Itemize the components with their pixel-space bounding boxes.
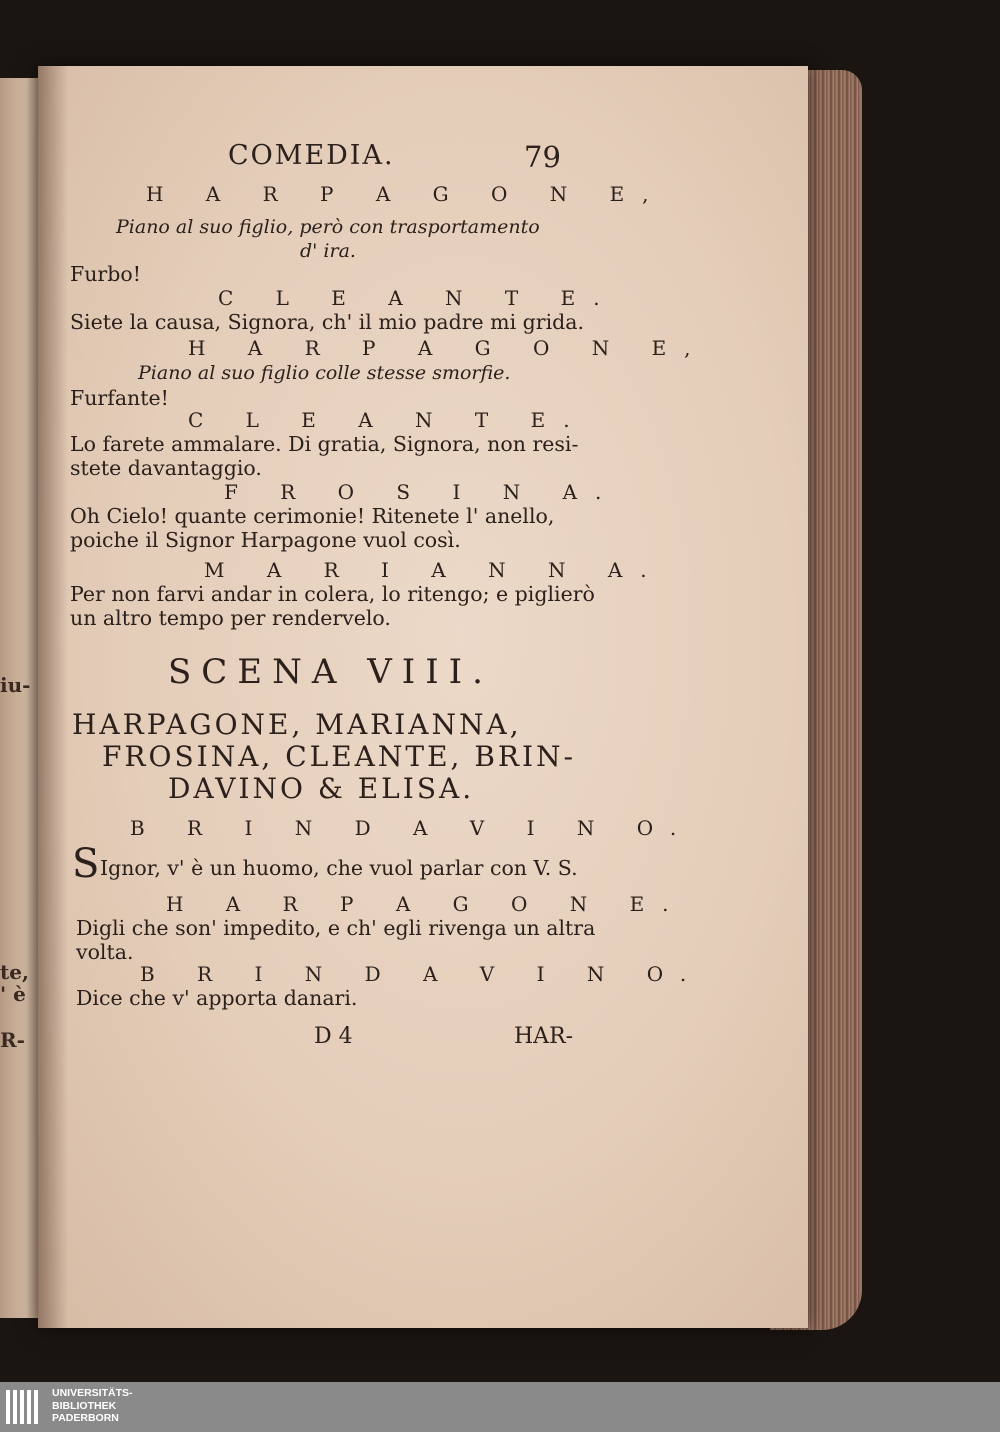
running-head: COMEDIA.	[228, 140, 395, 171]
dialogue-line: Oh Cielo! quante cerimonie! Ritenete l' anello,	[70, 504, 555, 528]
cast-list-line: FROSINA, CLEANTE, BRIN-	[102, 740, 577, 773]
speaker-cleante: C L E A N T E.	[188, 408, 588, 432]
signature-mark: D 4	[314, 1024, 353, 1049]
dialogue-line: poiche il Signor Harpagone vuol così.	[70, 528, 461, 552]
dialogue-line: Lo farete ammalare. Di gratia, Signora, non resi-	[70, 432, 579, 456]
left-fragment: R-	[0, 1028, 25, 1052]
left-fragment: te,	[0, 960, 29, 984]
page-number: 79	[524, 140, 561, 174]
scene-heading: SCENA VIII.	[168, 652, 493, 692]
stage-direction: d' ira.	[300, 240, 356, 262]
cast-list-line: HARPAGONE, MARIANNA,	[72, 708, 522, 741]
speaker-brindavino: B R I N D A V I N O.	[140, 962, 705, 986]
left-fragment: iu-	[0, 673, 31, 697]
dialogue-line: Dice che v' apporta danari.	[76, 986, 358, 1010]
dialogue-line: Digli che son' impedito, e ch' egli rivenga un altra	[76, 916, 596, 940]
speaker-harpagone: H A R P A G O N E,	[146, 182, 667, 206]
speaker-harpagone: H A R P A G O N E.	[166, 892, 687, 916]
speaker-frosina: F R O S I N A.	[224, 480, 620, 504]
library-logo-icon	[6, 1390, 44, 1424]
page-gutter-shadow	[38, 66, 68, 1328]
cast-list-line: DAVINO & ELISA.	[168, 772, 475, 805]
library-name-line: UNIVERSITÄTS-	[52, 1387, 133, 1399]
library-name-line: PADERBORN	[52, 1412, 119, 1424]
dialogue-line: Furbo!	[70, 262, 141, 286]
dialogue-line: stete davantaggio.	[70, 456, 262, 480]
dialogue-line: volta.	[76, 940, 134, 964]
stage-direction: Piano al suo figlio colle stesse smorfie.	[138, 362, 511, 384]
library-name	[52, 1387, 133, 1425]
speaker-brindavino: B R I N D A V I N O.	[130, 816, 695, 840]
speaker-cleante: C L E A N T E.	[218, 286, 618, 310]
left-fragment: ' è	[0, 982, 26, 1006]
dialogue-line: un altro tempo per rendervelo.	[70, 606, 391, 630]
drop-cap: S	[72, 841, 100, 887]
book-page	[38, 66, 808, 1328]
dialogue-line: Furfante!	[70, 386, 169, 410]
dialogue-line: Siete la causa, Signora, ch' il mio padre mi grida.	[70, 310, 585, 334]
stage-direction: Piano al suo figlio, però con trasportamento	[116, 216, 540, 238]
speaker-harpagone: H A R P A G O N E,	[188, 336, 709, 360]
library-footer	[0, 1382, 1000, 1432]
dialogue-line: Per non farvi andar in colera, lo ritengo; e piglierò	[70, 582, 595, 606]
library-name-line: BIBLIOTHEK	[52, 1399, 117, 1412]
dialogue-line: Ignor, v' è un huomo, che vuol parlar con V. S.	[100, 856, 578, 880]
catchword: HAR-	[514, 1024, 574, 1049]
speaker-marianna: M A R I A N N A.	[204, 558, 665, 582]
